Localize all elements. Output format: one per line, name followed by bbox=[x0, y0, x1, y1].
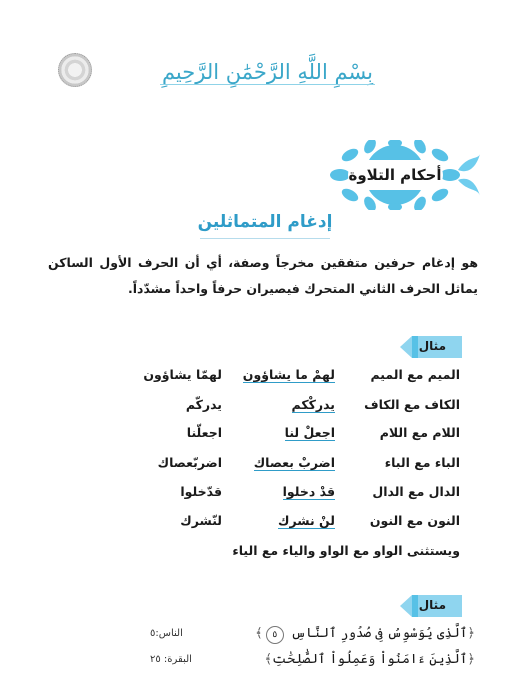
rule-cell: الكاف مع الكاف bbox=[364, 397, 460, 412]
bismillah-underline bbox=[160, 84, 375, 85]
ayah-line bbox=[150, 626, 475, 650]
rule-cell: النون مع النون bbox=[369, 513, 460, 528]
ayah-text: ﴿ٱلَّذِينَ ءَامَنُواْ وَعَمِلُواْ ٱلصَّٰلِحَٰتِ﴾ bbox=[264, 652, 475, 667]
section-title: إدغام المتماثلين bbox=[197, 212, 333, 232]
result-cell: اضربّعصاك bbox=[157, 455, 222, 470]
rule-cell: الدال مع الدال bbox=[372, 484, 460, 499]
example-tab-2 bbox=[400, 595, 462, 617]
result-cell: لهمّا يشاؤون bbox=[143, 367, 222, 382]
example-cell: يدركْكم bbox=[291, 397, 335, 412]
example-cell: اجعلْ لنا bbox=[284, 425, 335, 440]
result-cell: يدركّم bbox=[185, 397, 222, 412]
rule-cell: اللام مع اللام bbox=[379, 425, 460, 440]
example-cell: لنْ نشرك bbox=[278, 513, 335, 528]
table-row bbox=[80, 484, 460, 508]
rule-cell: الباء مع الباء bbox=[384, 455, 460, 470]
tajweed-badge bbox=[330, 140, 480, 210]
table-row bbox=[80, 425, 460, 449]
title-underline bbox=[200, 238, 330, 239]
rule-cell: الميم مع الميم bbox=[370, 367, 460, 382]
bismillah: بِسْمِ اللَّهِ الرَّحْمَٰنِ الرَّحِيمِ bbox=[161, 60, 374, 84]
example-cell: قدْ دخلوا bbox=[282, 484, 335, 499]
result-cell: اجعلّنا bbox=[186, 425, 222, 440]
example-cell: لهمْ ما يشاؤون bbox=[242, 367, 335, 382]
table-row bbox=[80, 397, 460, 421]
example-tab bbox=[400, 336, 462, 358]
result-cell: لنّشرك bbox=[180, 513, 222, 528]
exception-note: ويستثنى الواو مع الواو والياء مع الياء bbox=[232, 543, 460, 558]
example-label: مثال bbox=[418, 339, 446, 353]
badge-title: أحكام التلاوة bbox=[348, 166, 442, 184]
result-cell: قدّخلوا bbox=[180, 484, 222, 499]
example-cell: اضربْ بعصاك bbox=[253, 455, 335, 470]
ayah-reference: الناس:٥ bbox=[150, 628, 183, 639]
ornament-medallion-icon bbox=[58, 53, 92, 87]
example-label: مثال bbox=[418, 598, 446, 612]
table-row bbox=[80, 455, 460, 479]
ayah-number-icon: ٥ bbox=[266, 626, 284, 644]
definition-paragraph: هو إدغام حرفين متفقين مخرجاً وصفة، أي أن الحرف الأول الساكن يماثل الحرف الثاني المتحرك فيصيران حرفاً واحداً مشدّداً. bbox=[48, 255, 478, 296]
ayah-line bbox=[150, 652, 475, 676]
ayah-reference: البقرة: ٢٥ bbox=[150, 654, 192, 665]
table-row bbox=[80, 367, 460, 391]
table-row bbox=[80, 513, 460, 537]
ayah-text: ﴿ٱلَّذِى يُوَسْوِسُ فِى صُدُورِ ٱلنَّاسِ ٥﴾ bbox=[255, 626, 475, 644]
